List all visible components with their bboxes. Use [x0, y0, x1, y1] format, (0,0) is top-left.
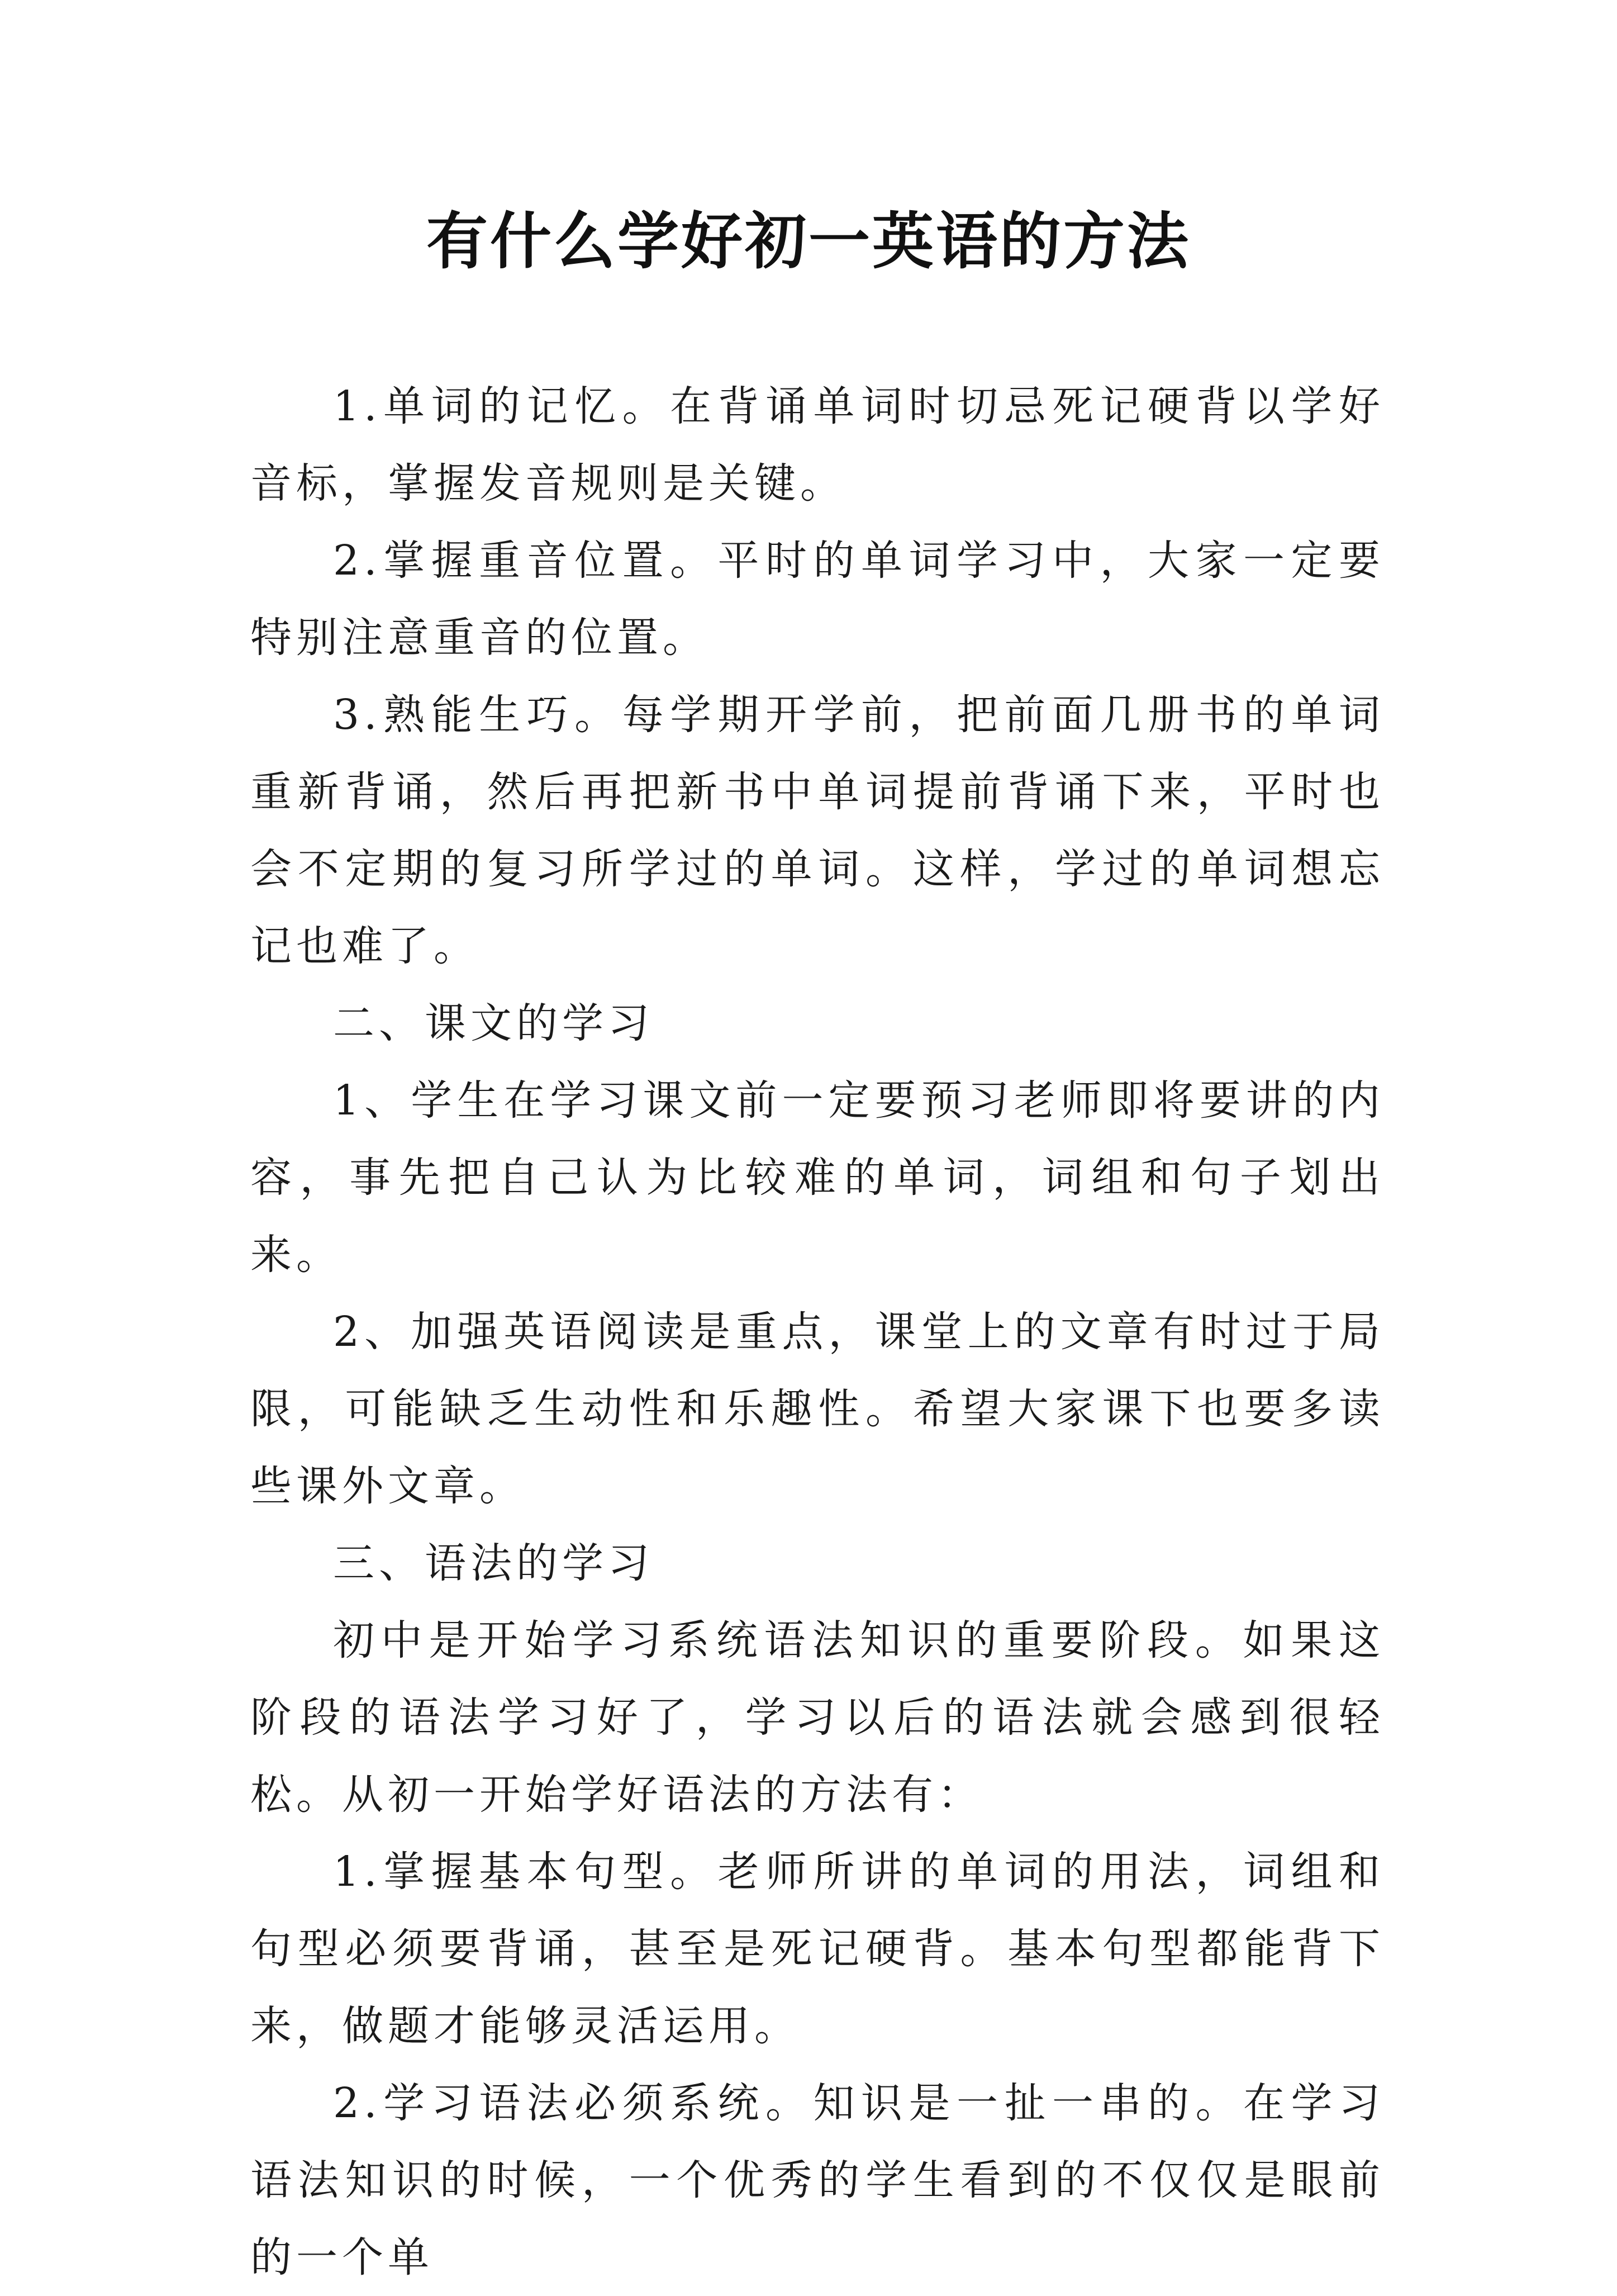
paragraph-grammar-intro: 初中是开始学习系统语法知识的重要阶段。如果这阶段的语法学习好了，学习以后的语法就会感到很轻松。从初一开始学好语法的方法有：	[250, 1616, 1385, 1819]
paragraph-stress-position: 2.掌握重音位置。平时的单词学习中，大家一定要特别注意重音的位置。	[250, 537, 1385, 662]
paragraph-reading: 2、加强英语阅读是重点，课堂上的文章有时过于局限，可能缺乏生动性和乐趣性。希望大家课下也要多读些课外文章。	[250, 1308, 1385, 1510]
paragraph-word-memory: 1.单词的记忆。在背诵单词时切忌死记硬背以学好音标，掌握发音规则是关键。	[250, 382, 1385, 507]
document-title: 有什么学好初一英语的方法	[426, 205, 1191, 277]
document-body	[250, 368, 1385, 2296]
section-heading-grammar-study: 三、语法的学习	[333, 1539, 654, 1587]
paragraph-systematic-grammar: 2.学习语法必须系统。知识是一扯一串的。在学习语法知识的时候，一个优秀的学生看到的不仅仅是眼前的一个单	[250, 2079, 1385, 2281]
paragraph-sentence-patterns: 1.掌握基本句型。老师所讲的单词的用法，词组和句型必须要背诵，甚至是死记硬背。基本句型都能背下来，做题才能够灵活运用。	[250, 1848, 1385, 2050]
section-heading-text-study: 二、课文的学习	[333, 999, 654, 1047]
paragraph-practice: 3.熟能生巧。每学期开学前，把前面几册书的单词重新背诵，然后再把新书中单词提前背诵下来，平时也会不定期的复习所学过的单词。这样，学过的单词想忘记也难了。	[250, 691, 1385, 970]
paragraph-preview: 1、学生在学习课文前一定要预习老师即将要讲的内容，事先把自己认为比较难的单词，词组和句子划出来。	[250, 1076, 1385, 1279]
